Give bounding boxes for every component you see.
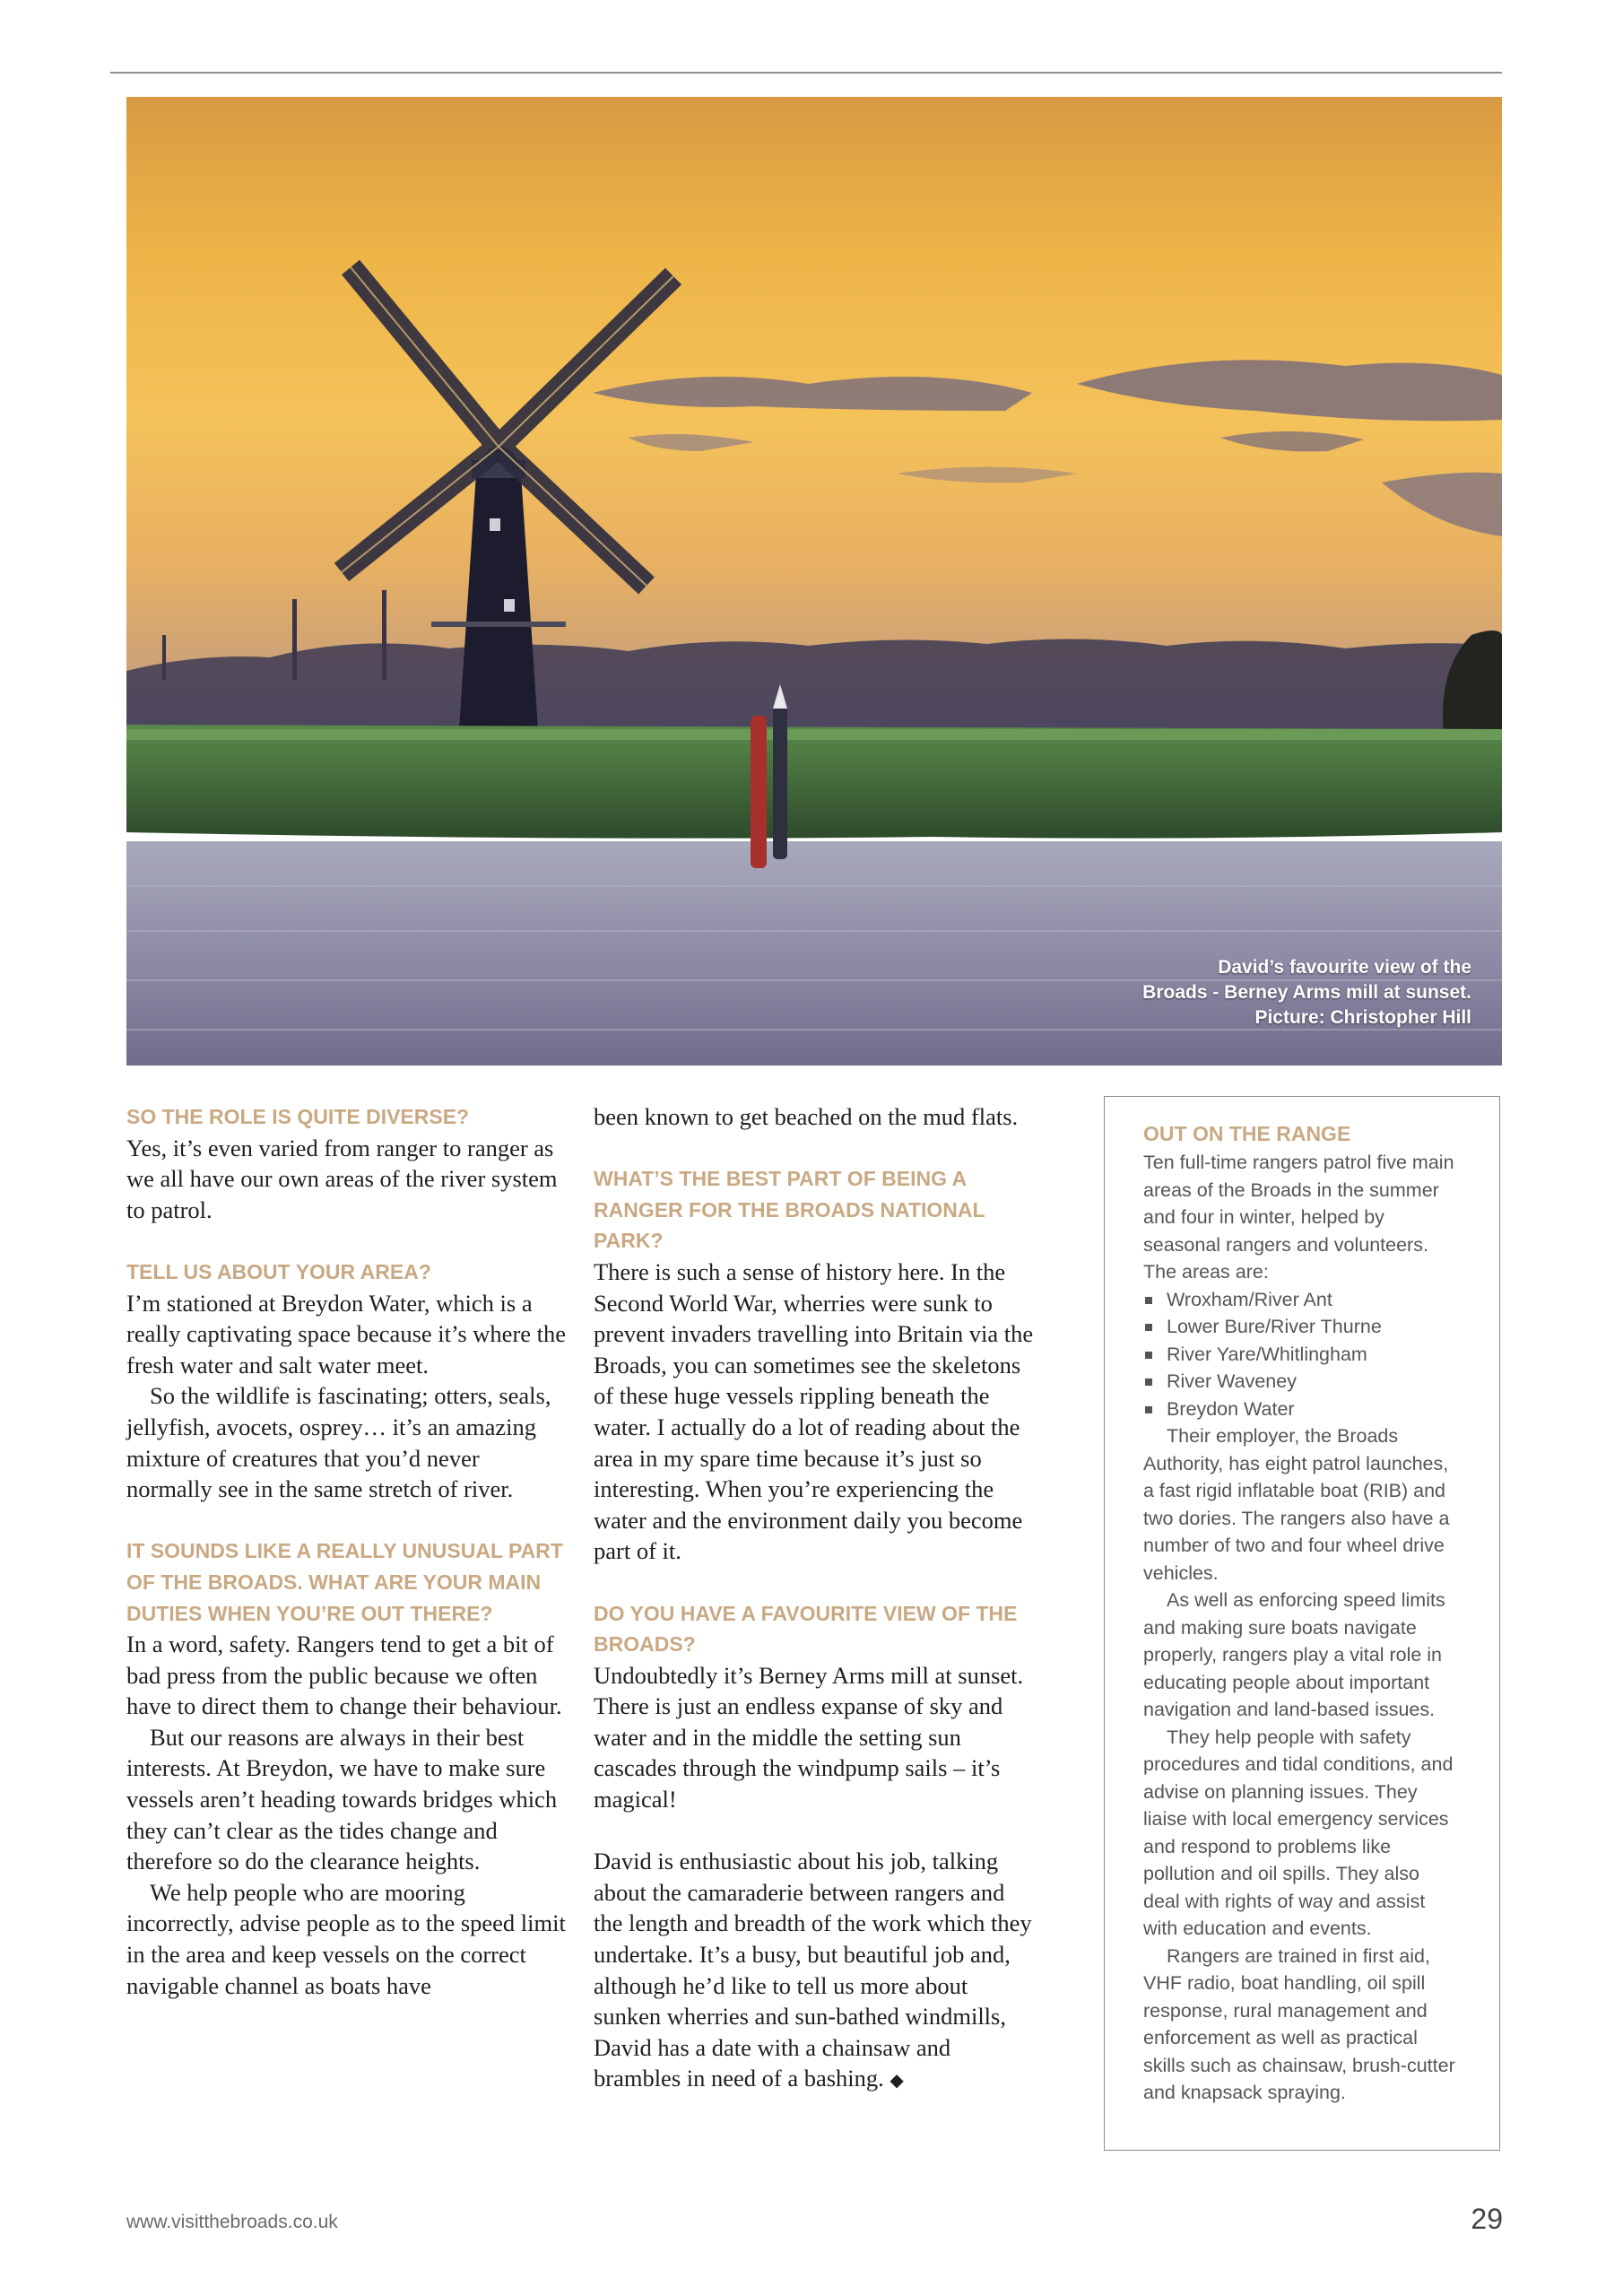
article-column-1 [126, 1101, 569, 2001]
question-heading: TELL US ABOUT YOUR AREA? [126, 1259, 431, 1283]
page-number: 29 [1471, 2203, 1503, 2235]
end-diamond-icon: ◆ [890, 2071, 904, 2092]
footer-url: www.visitthebroads.co.uk [126, 2212, 338, 2232]
answer-paragraph: Yes, it’s even varied from ranger to ranger as we all have our own areas of the river system to patrol. [126, 1134, 558, 1223]
sidebar-paragraph: Rangers are trained in first aid, VHF radio, boat handling, oil spill response, rural management and enforcement as well as practical skills such as chainsaw, brush-cutter and knapsack spraying. [1143, 1944, 1455, 2103]
list-item: Breydon Water [1143, 1396, 1460, 1423]
closing-text: David is enthusiastic about his job, talking about the camaraderie between rangers and the length and breadth of the work which they undertake. It’s a busy, but beautiful job and, although he’d like to tell us more about sunken wherries and sun-bathed windmills, David has a date with a chainsaw and brambles in need of a bashing. [594, 1848, 1032, 2092]
question-heading: DO YOU HAVE A FAVOURITE VIEW OF THE BROADS? [594, 1601, 1018, 1657]
sidebar-title: OUT ON THE RANGE [1143, 1122, 1351, 1145]
article-column-2 [594, 1101, 1037, 2097]
caption-line: David’s favourite view of the [1218, 957, 1471, 978]
sidebar-intro: Ten full-time rangers patrol five main areas of the Broads in the summer and four in winter, helped by seasonal rangers and volunteers. The areas are: [1143, 1152, 1454, 1283]
question-heading: IT SOUNDS LIKE A REALLY UNUSUAL PART OF THE BROADS. WHAT ARE YOUR MAIN DUTIES WHEN YOU’RE OUT THERE? [126, 1539, 563, 1625]
answer-paragraph: In a word, safety. Rangers tend to get a bit of bad press from the public because we often have to direct them to change their behaviour. [126, 1631, 562, 1720]
top-rule [110, 72, 1502, 74]
list-item: Wroxham/River Ant [1143, 1286, 1460, 1314]
sidebar-box [1104, 1096, 1500, 2151]
sidebar-paragraph: As well as enforcing speed limits and making sure boats navigate properly, rangers play a vital role in educating people about important navigation and land-based issues. [1143, 1589, 1445, 1720]
caption-line: Broads - Berney Arms mill at sunset. [1142, 982, 1471, 1003]
list-item: River Yare/Whitlingham [1143, 1341, 1460, 1369]
list-item: River Waveney [1143, 1368, 1460, 1396]
closing-paragraph [594, 1846, 1037, 2097]
answer-paragraph: I’m stationed at Breydon Water, which is a really captivating space because it’s where the fresh water and salt water meet. [126, 1289, 567, 1378]
windmill-photo [126, 97, 1502, 1065]
areas-list [1143, 1286, 1460, 1423]
photo-credit: Picture: Christopher Hill [1254, 1007, 1471, 1028]
question-heading: WHAT’S THE BEST PART OF BEING A RANGER FOR THE BROADS NATIONAL PARK? [594, 1167, 985, 1253]
answer-paragraph: Undoubtedly it’s Berney Arms mill at sunset. There is just an endless expanse of sky and water and in the middle the setting sun cascades through the windpump sails – it’s magical! [594, 1661, 1024, 1813]
answer-paragraph: So the wildlife is fascinating; otters, seals, jellyfish, avocets, osprey… it’s an amazing mixture of creatures that you’d never normally see in the same stretch of river. [126, 1382, 551, 1503]
list-item: Lower Bure/River Thurne [1143, 1313, 1460, 1341]
answer-paragraph: We help people who are mooring incorrectly, advise people as to the speed limit in the area and keep vessels on the correct navigable channel as boats have [126, 1878, 566, 1999]
sidebar-paragraph: Their employer, the Broads Authority, has eight patrol launches, a fast rigid inflatable boat (RIB) and two dories. The rangers also have a number of two and four wheel drive vehicles. [1143, 1425, 1450, 1584]
photo-caption [1142, 955, 1471, 1031]
answer-paragraph: There is such a sense of history here. In the Second World War, wherries were sunk to prevent invaders travelling into Britain via the Broads, you can sometimes see the skeletons of these huge vessels rippling beneath the water. I actually do a lot of reading about the area in my spare time because it’s just so interesting. When you’re experiencing the water and the environment daily you become part of it. [594, 1257, 1034, 1565]
answer-paragraph: been known to get beached on the mud flats. [594, 1103, 1019, 1130]
question-heading: SO THE ROLE IS QUITE DIVERSE? [126, 1105, 470, 1128]
sidebar-paragraph: They help people with safety procedures and tidal conditions, and advise on planning issues. They liaise with local emergency services and respond to problems like pollution and oil spills. They also deal with rights of way and assist with education and events. [1143, 1726, 1454, 1939]
answer-paragraph: But our reasons are always in their best interests. At Breydon, we have to make sure vessels aren’t heading towards bridges which they can’t clear as the tides change and therefore so do the clearance heights. [126, 1723, 558, 1875]
